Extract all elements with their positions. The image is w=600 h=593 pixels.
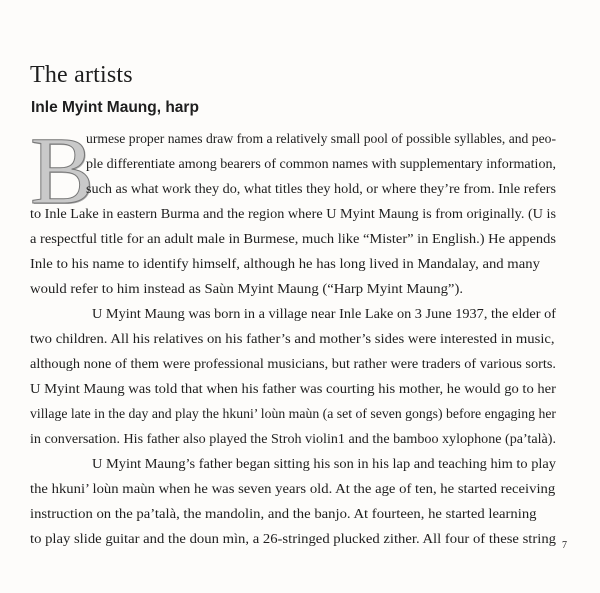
text-line: ple differentiate among bearers of common names with supplementary information, xyxy=(86,156,556,171)
text-line: U Myint Maung was told that when his father was courting his mother, he would go to her xyxy=(30,381,556,396)
page-number: 7 xyxy=(562,540,567,551)
text-line: the hkuni’ loùn maùn when he was seven years old. At the age of ten, he started receiving xyxy=(30,481,556,496)
text-line: urmese proper names draw from a relatively small pool of possible syllables, and peo- xyxy=(86,131,556,146)
text-line: although none of them were professional musicians, but rather were traders of various sorts. xyxy=(30,356,556,371)
text-line: in conversation. His father also played the Stroh violin1 and the bamboo xylophone (pa’talà). xyxy=(30,431,556,446)
section-heading: The artists xyxy=(30,62,133,88)
text-line: to play slide guitar and the doun mìn, a 26-stringed plucked zither. All four of these string xyxy=(30,531,556,546)
text-line: U Myint Maung was born in a village near Inle Lake on 3 June 1937, the elder of xyxy=(92,306,556,321)
artist-subheading: Inle Myint Maung, harp xyxy=(31,99,199,116)
text-line: instruction on the pa’talà, the mandolin, and the banjo. At fourteen, he started learning xyxy=(30,506,537,521)
text-line: such as what work they do, what titles they hold, or where they’re from. Inle refers xyxy=(86,181,556,196)
text-line: a respectful title for an adult male in Burmese, much like “Mister” in English.) He appends xyxy=(30,231,556,246)
text-line: Inle to his name to identify himself, although he has long lived in Mandalay, and many xyxy=(30,256,540,271)
drop-cap-letter: B xyxy=(30,117,95,224)
text-line: would refer to him instead as Saùn Myint Maung (“Harp Myint Maung”). xyxy=(30,281,464,296)
text-line: two children. All his relatives on his father’s and mother’s sides were interested in music, xyxy=(30,331,555,346)
text-line: U Myint Maung’s father began sitting his son in his lap and teaching him to play xyxy=(92,456,556,471)
text-line: village late in the day and play the hkuni’ loùn maùn (a set of seven gongs) before engaging her xyxy=(30,406,556,421)
text-line: to Inle Lake in eastern Burma and the region where U Myint Maung is from originally. (U is xyxy=(30,206,556,221)
